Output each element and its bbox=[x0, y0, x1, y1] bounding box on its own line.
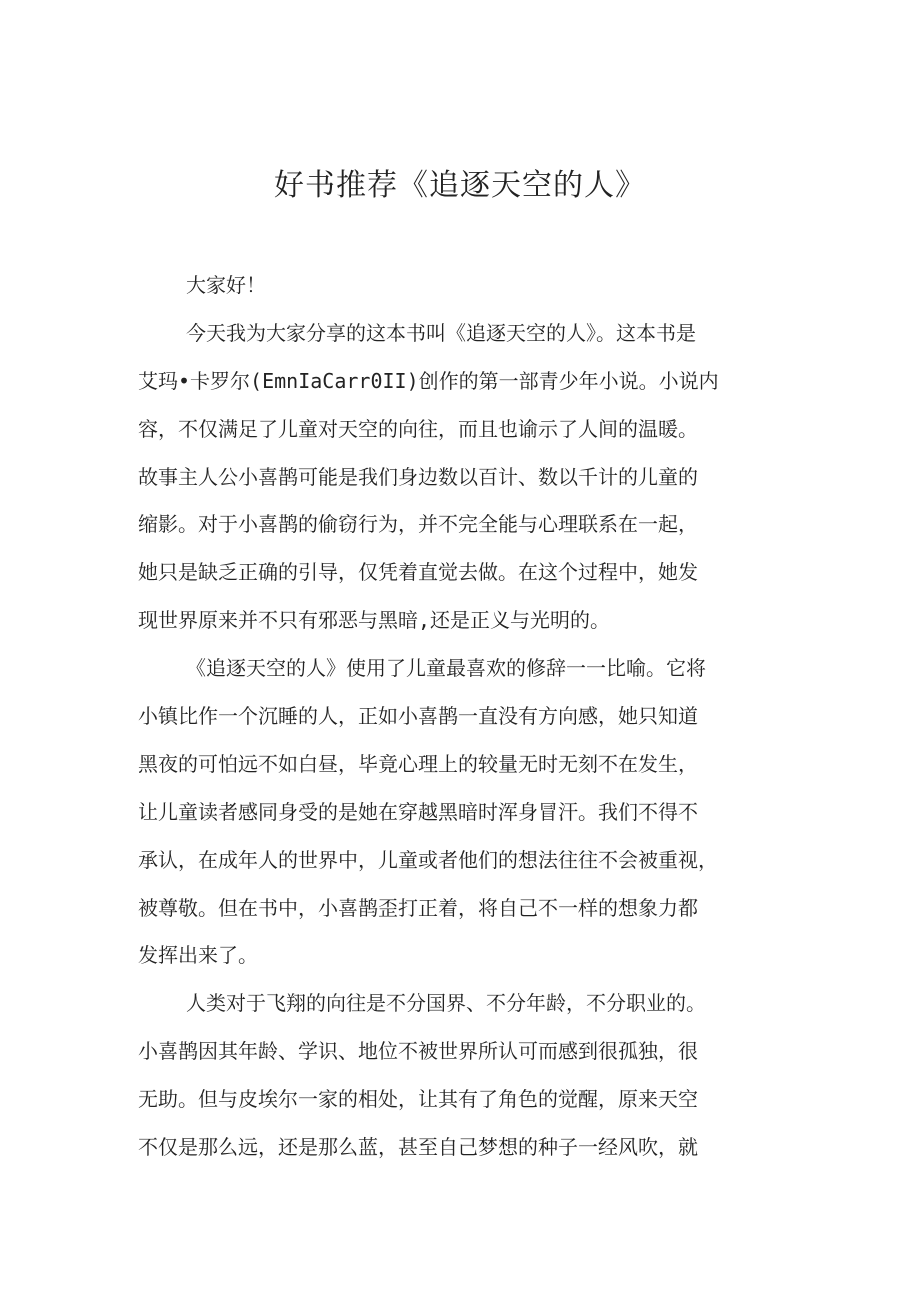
paragraph-2-line: 发挥出来了。 bbox=[138, 943, 258, 968]
paragraph-3-line: 不仅是那么远，还是那么蓝，甚至自己梦想的种子一经风吹，就 bbox=[138, 1135, 698, 1160]
paragraph-2-line: 《追逐天空的人》使用了儿童最喜欢的修辞一一比喻。它将 bbox=[186, 656, 706, 681]
paragraph-1-line: 现世界原来并不只有邪恶与黑暗,还是正义与光明的。 bbox=[138, 608, 611, 633]
paragraph-3-line: 小喜鹊因其年龄、学识、地位不被世界所认可而感到很孤独，很 bbox=[138, 1039, 698, 1064]
paragraph-2-line: 让儿童读者感同身受的是她在穿越黑暗时浑身冒汗。我们不得不 bbox=[138, 799, 698, 824]
paragraph-2-line: 承认，在成年人的世界中，儿童或者他们的想法往往不会被重视， bbox=[138, 847, 718, 872]
paragraph-2-line: 黑夜的可怕远不如白昼，毕竟心理上的较量无时无刻不在发生， bbox=[138, 751, 698, 776]
paragraph-1-line: 容，不仅满足了儿童对天空的向往，而且也谕示了人间的温暖。 bbox=[138, 416, 698, 441]
paragraph-1-line: 艾玛•卡罗尔(EmnIaCarr0II)创作的第一部青少年小说。小说内 bbox=[138, 368, 719, 393]
paragraph-1-line: 今天我为大家分享的这本书叫《追逐天空的人》。这本书是 bbox=[186, 320, 696, 345]
document-body bbox=[138, 262, 808, 1172]
paragraph-3-line: 无助。但与皮埃尔一家的相处，让其有了角色的觉醒，原来天空 bbox=[138, 1087, 698, 1112]
paragraph-1-line: 故事主人公小喜鹊可能是我们身边数以百计、数以千计的儿童的 bbox=[138, 464, 698, 489]
paragraph-2-line: 被尊敬。但在书中，小喜鹊歪打正着，将自己不一样的想象力都 bbox=[138, 895, 698, 920]
paragraph-1-line: 她只是缺乏正确的引导，仅凭着直觉去做。在这个过程中，她发 bbox=[138, 560, 698, 585]
greeting-line: 大家好！ bbox=[186, 273, 266, 297]
paragraph-1-line: 缩影。对于小喜鹊的偷窃行为，并不完全能与心理联系在一起， bbox=[138, 512, 698, 537]
paragraph-3-line: 人类对于飞翔的向往是不分国界、不分年龄，不分职业的。 bbox=[186, 991, 706, 1016]
paragraph-2-line: 小镇比作一个沉睡的人，正如小喜鹊一直没有方向感，她只知道 bbox=[138, 704, 698, 729]
document-title: 好书推荐《追逐天空的人》 bbox=[274, 168, 646, 203]
